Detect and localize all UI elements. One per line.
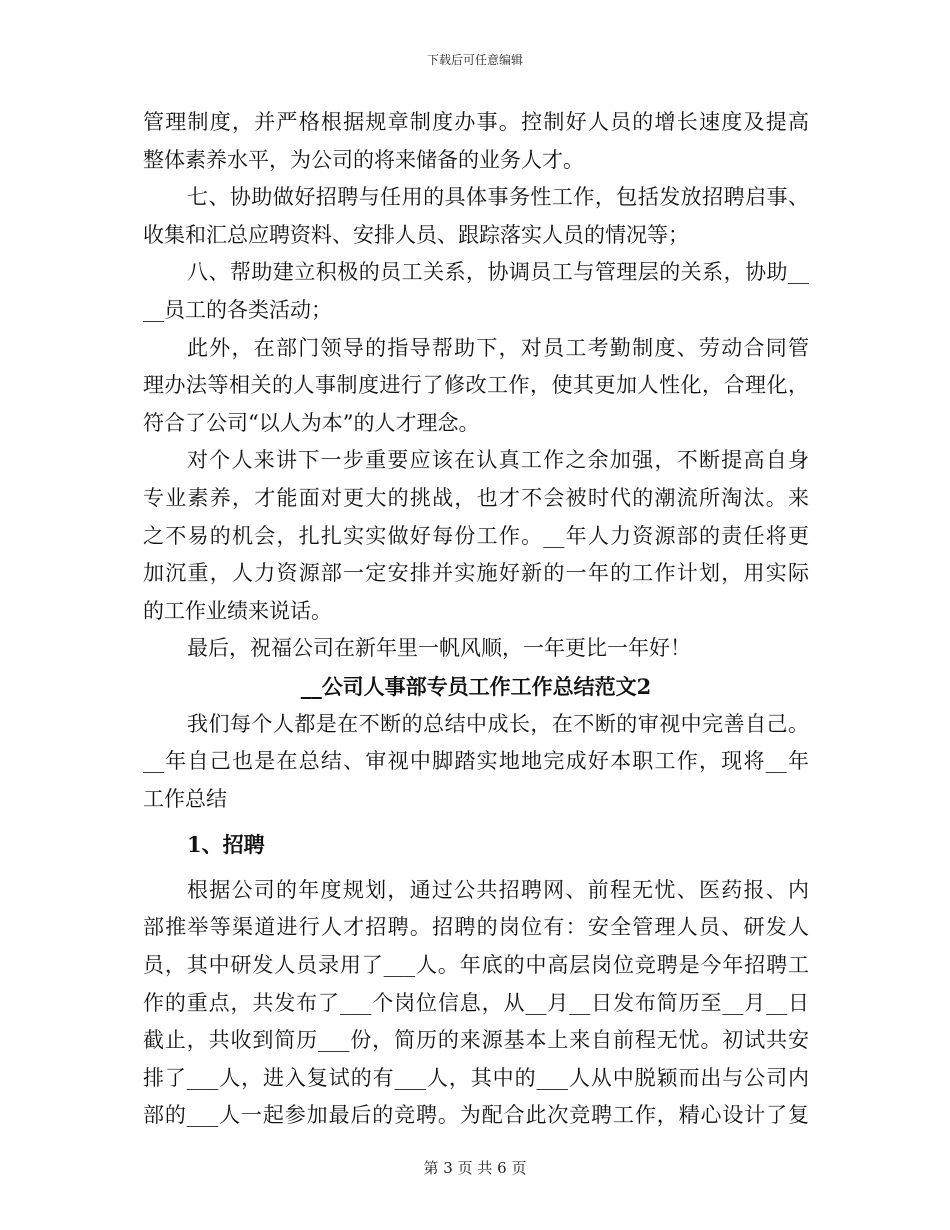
- body-line: 之不易的机会，扎扎实实做好每份工作。__年人力资源部的责任将更: [143, 523, 809, 548]
- body-line: 部推举等渠道进行人才招聘。招聘的岗位有：安全管理人员、研发人: [143, 915, 809, 940]
- body-line: 我们每个人都是在不断的总结中成长，在不断的审视中完善自己。: [187, 711, 809, 736]
- page-header-note: 下载后可任意编辑: [426, 53, 523, 67]
- body-line: 整体素养水平，为公司的将来储备的业务人才。: [143, 147, 584, 172]
- body-line: 此外，在部门领导的指导帮助下，对员工考勤制度、劳动合同管: [187, 335, 809, 360]
- body-line: 加沉重，人力资源部一定安排并实施好新的一年的工作计划，用实际: [143, 561, 809, 586]
- body-line: 七、协助做好招聘与任用的具体事务性工作，包括发放招聘启事、: [187, 185, 809, 210]
- body-line: 专业素养，才能面对更大的挑战，也才不会被时代的潮流所淘汰。来: [143, 485, 809, 510]
- spacer: [143, 864, 809, 872]
- body-line: 员，其中研发人员录用了___人。年底的中高层岗位竞聘是今年招聘工: [143, 953, 809, 978]
- section-title: __公司人事部专员工作工作总结范文2: [300, 673, 652, 699]
- body-line: 的工作业绩来说话。: [143, 598, 332, 623]
- body-line: 截止，共收到简历___份，简历的来源基本上来自前程无忧。初试共安: [143, 1028, 809, 1053]
- body-line: 根据公司的年度规划，通过公共招聘网、前程无忧、医药报、内: [187, 877, 809, 902]
- body-line: 管理制度，并严格根据规章制度办事。控制好人员的增长速度及提高: [143, 110, 809, 134]
- document-body: [143, 104, 809, 1135]
- spacer: [143, 818, 809, 826]
- body-line: 对个人来讲下一步重要应该在认真工作之余加强，不断提高自身: [187, 448, 809, 473]
- subsection-heading: 1、招聘: [187, 832, 265, 858]
- body-line: 工作总结: [143, 786, 227, 811]
- body-line: 符合了公司“以人为本”的人才理念。: [143, 410, 480, 435]
- body-line: 排了___人，进入复试的有___人，其中的___人从中脱颖而出与公司内: [143, 1065, 809, 1090]
- body-line: 作的重点，共发布了___个岗位信息，从__月__日发布简历至__月__日: [143, 990, 809, 1015]
- page-number: 第 3 页 共 6 页: [423, 1159, 527, 1177]
- body-line: 理办法等相关的人事制度进行了修改工作，使其更加人性化，合理化，: [143, 373, 809, 398]
- body-line: 最后，祝福公司在新年里一帆风顺，一年更比一年好！: [187, 636, 691, 661]
- body-line: 部的___人一起参加最后的竞聘。为配合此次竞聘工作，精心设计了复: [143, 1103, 809, 1128]
- body-line: 八、帮助建立积极的员工关系，协调员工与管理层的关系，协助__: [187, 260, 809, 285]
- body-line: 收集和汇总应聘资料、安排人员、跟踪落实人员的情况等；: [143, 222, 689, 247]
- body-line: __员工的各类活动；: [143, 297, 332, 322]
- body-line: __年自己也是在总结、审视中脚踏实地地完成好本职工作，现将__年: [143, 749, 809, 774]
